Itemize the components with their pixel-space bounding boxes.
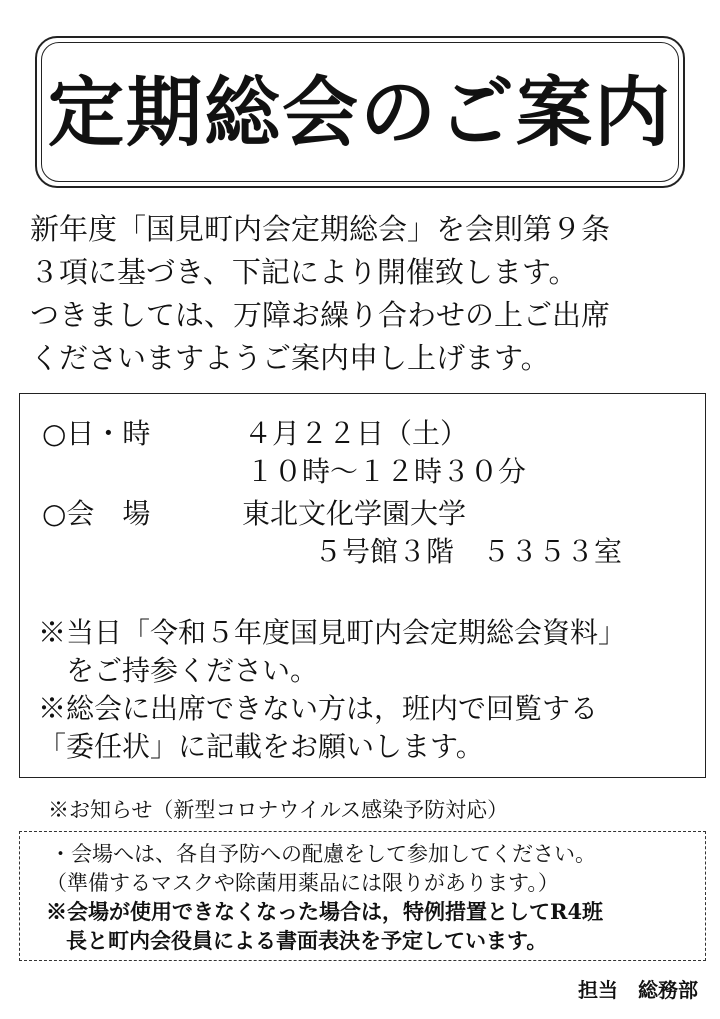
notice-line: ※会場が使用できなくなった場合は，特例措置としてR4班 [46, 899, 604, 924]
note-line: 「委任状」に記載をお願いします。 [38, 730, 484, 763]
details-box [19, 393, 706, 778]
note-line: ※総会に出席できない方は，班内で回覧する [38, 692, 599, 725]
room-value: ５号館３階 ５３５３室 [314, 535, 623, 568]
intro-line: つきましては、万障お繰り合わせの上ご出席 [30, 298, 611, 332]
notice-heading: ※お知らせ（新型コロナウイルス感染予防対応） [48, 798, 509, 822]
notice-line: 長と町内会役員による書面表決を予定しています。 [66, 928, 548, 953]
venue-value: 東北文化学園大学 [242, 497, 467, 530]
page-title: 定期総会のご案内 [48, 68, 672, 157]
title-frame [35, 36, 685, 188]
time-value: １０時～１２時３０分 [246, 455, 527, 488]
date-value: ４月２２日（土） [244, 417, 469, 450]
intro-line: ３項に基づき、下記により開催致します。 [30, 255, 578, 289]
intro-line: くださいますようご案内申し上げます。 [30, 341, 550, 375]
footer-contact: 担当 総務部 [578, 978, 698, 1002]
notice-box [19, 831, 706, 961]
date-label: ○日・時 [42, 417, 151, 450]
note-line: ※当日「令和５年度国見町内会定期総会資料」 [38, 616, 627, 649]
notice-line: （準備するマスクや除菌用薬品には限りがあります。） [46, 871, 559, 895]
venue-label: ○会 場 [42, 497, 151, 530]
intro-line: 新年度「国見町内会定期総会」を会則第９条 [30, 212, 611, 246]
note-line: をご持参ください。 [38, 654, 319, 687]
notice-line: ・会場へは、各自予防への配慮をして参加してください。 [50, 842, 596, 866]
intro-text [30, 208, 700, 380]
